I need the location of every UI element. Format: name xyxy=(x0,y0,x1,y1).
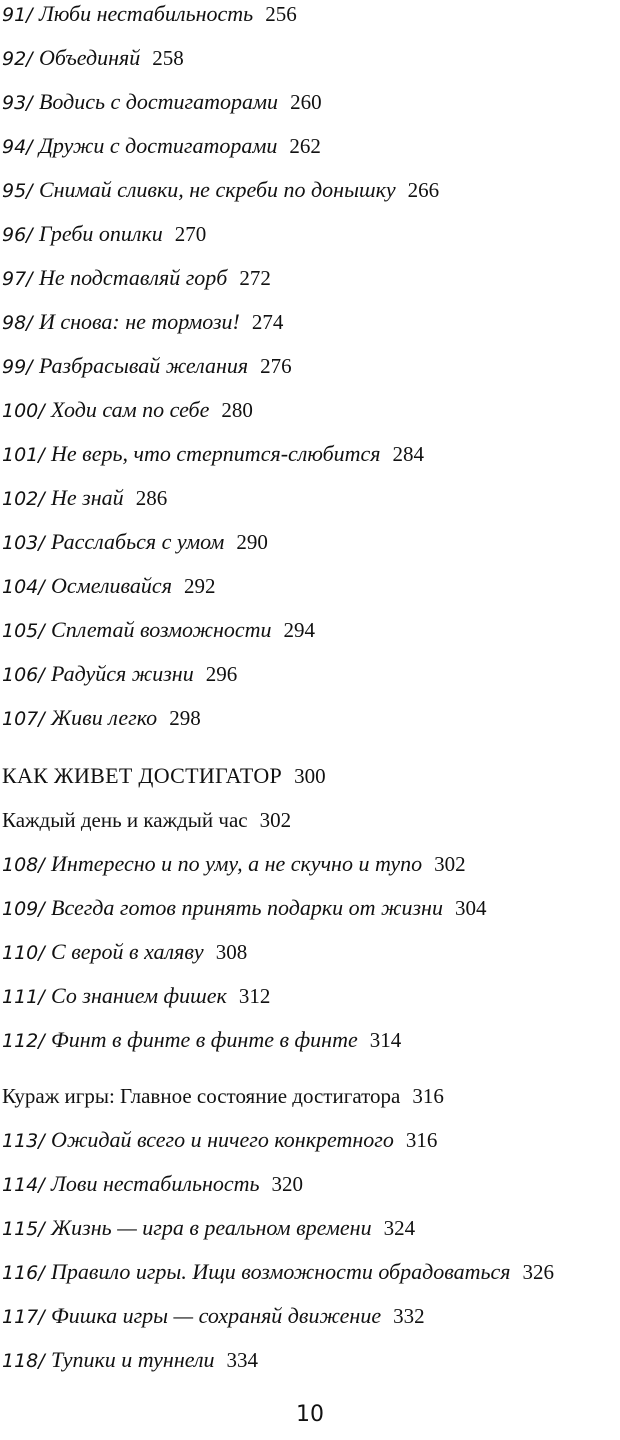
entry-title: Снимай сливки, не скреби по донышку xyxy=(38,177,396,202)
entry-page: 298 xyxy=(169,706,201,730)
toc-entry xyxy=(2,1170,303,1198)
entry-title: Лови нестабильность xyxy=(51,1171,260,1196)
toc-entry xyxy=(2,704,201,732)
entry-page: 296 xyxy=(205,662,238,686)
entry-number: 115/ xyxy=(2,1218,45,1240)
entry-title: Финт в финте в финте в финте xyxy=(51,1027,358,1052)
section-heading xyxy=(2,762,326,790)
entry-number: 111/ xyxy=(2,986,45,1008)
entry-page: 290 xyxy=(236,530,268,554)
toc-entry xyxy=(2,396,253,424)
entry-page: 266 xyxy=(407,178,440,202)
entry-number: 102/ xyxy=(2,488,45,510)
entry-number: 106/ xyxy=(2,664,45,686)
entry-title: Со знанием фишек xyxy=(51,983,227,1008)
entry-title: Не подставляй горб xyxy=(38,265,228,290)
entry-title: Живи легко xyxy=(51,705,158,730)
entry-number: 113/ xyxy=(2,1130,45,1152)
entry-title: Дружи с достигаторами xyxy=(38,133,278,158)
entry-number: 92/ xyxy=(2,48,33,70)
entry-title: Водись с достигаторами xyxy=(38,89,279,114)
entry-page: 260 xyxy=(290,90,322,114)
entry-number: 118/ xyxy=(2,1350,45,1372)
toc-entry xyxy=(2,1302,425,1330)
toc-entry xyxy=(2,938,247,966)
toc-entry xyxy=(2,176,439,204)
entry-title: Тупики и туннели xyxy=(51,1347,215,1372)
toc-entry xyxy=(2,616,315,644)
entry-page: 284 xyxy=(392,442,425,466)
entry-number: 100/ xyxy=(2,400,45,422)
entry-page: 332 xyxy=(393,1304,425,1328)
entry-title: Ожидай всего и ничего конкретного xyxy=(51,1127,394,1152)
toc-entry xyxy=(2,1026,401,1054)
entry-page: 258 xyxy=(152,46,184,70)
entry-number: 101/ xyxy=(2,444,45,466)
page-number: 10 xyxy=(296,1402,324,1427)
entry-page: 270 xyxy=(174,222,207,246)
entry-number: 105/ xyxy=(2,620,45,642)
entry-page: 334 xyxy=(226,1348,259,1372)
entry-number: 93/ xyxy=(2,92,33,114)
entry-number: 103/ xyxy=(2,532,45,554)
entry-number: 91/ xyxy=(2,4,33,26)
entry-title: Сплетай возможности xyxy=(51,617,272,642)
entry-title: Интересно и по уму, а не скучно и тупо xyxy=(51,851,423,876)
entry-number: 98/ xyxy=(2,312,33,334)
subsection-heading xyxy=(2,806,291,834)
entry-page: 262 xyxy=(289,134,321,158)
toc-entry xyxy=(2,88,322,116)
entry-number: 94/ xyxy=(2,136,33,158)
entry-page: 294 xyxy=(283,618,316,642)
entry-number: 116/ xyxy=(2,1262,45,1284)
toc-entry xyxy=(2,264,271,292)
toc-entry xyxy=(2,352,292,380)
entry-page: 272 xyxy=(239,266,271,290)
entry-page: 292 xyxy=(183,574,216,598)
entry-title: Жизнь — игра в реальном времени xyxy=(51,1215,372,1240)
toc-entry xyxy=(2,1214,415,1242)
toc-entry xyxy=(2,982,270,1010)
entry-number: 110/ xyxy=(2,942,45,964)
entry-title: Радуйся жизни xyxy=(51,661,194,686)
entry-title: С верой в халяву xyxy=(51,939,204,964)
entry-title: Не знай xyxy=(51,485,124,510)
entry-page: 308 xyxy=(215,940,248,964)
entry-title: Греби опилки xyxy=(38,221,163,246)
entry-title: И снова: не тормози! xyxy=(38,309,240,334)
subsection-label: Кураж игры: Главное состояние достигатора xyxy=(2,1084,401,1108)
toc-entry xyxy=(2,528,268,556)
entry-title: Разбрасывай желания xyxy=(38,353,249,378)
toc-entry xyxy=(2,484,167,512)
section-heading-label: КАК ЖИВЕТ ДОСТИГАТОР xyxy=(2,763,283,788)
entry-title: Расслабься с умом xyxy=(51,529,225,554)
toc-entry xyxy=(2,308,283,336)
toc-entry xyxy=(2,132,321,160)
entry-page: 326 xyxy=(522,1260,555,1284)
toc-entry xyxy=(2,894,486,922)
entry-title: Осмеливайся xyxy=(51,573,172,598)
toc-entry xyxy=(2,0,297,28)
entry-page: 302 xyxy=(434,852,466,876)
subsection-label: Каждый день и каждый час xyxy=(2,808,248,832)
entry-number: 107/ xyxy=(2,708,45,730)
entry-number: 112/ xyxy=(2,1030,45,1052)
entry-number: 114/ xyxy=(2,1174,45,1196)
toc-entry xyxy=(2,660,237,688)
entry-title: Фишка игры — сохраняй движение xyxy=(51,1303,382,1328)
entry-title: Объединяй xyxy=(38,45,141,70)
entry-title: Люби нестабильность xyxy=(38,1,254,26)
entry-number: 99/ xyxy=(2,356,33,378)
entry-title: Ходи сам по себе xyxy=(51,397,210,422)
entry-page: 312 xyxy=(238,984,271,1008)
entry-page: 256 xyxy=(265,2,297,26)
subsection-page: 316 xyxy=(412,1084,444,1108)
toc-entry xyxy=(2,44,184,72)
toc-entry xyxy=(2,1258,554,1286)
entry-page: 316 xyxy=(405,1128,438,1152)
toc-entry xyxy=(2,572,215,600)
subsection-page: 302 xyxy=(259,808,292,832)
entry-page: 276 xyxy=(260,354,292,378)
entry-page: 304 xyxy=(454,896,487,920)
entry-number: 95/ xyxy=(2,180,33,202)
entry-number: 96/ xyxy=(2,224,33,246)
toc-entry xyxy=(2,1126,437,1154)
toc-entry xyxy=(2,1346,258,1374)
entry-number: 108/ xyxy=(2,854,45,876)
entry-page: 324 xyxy=(383,1216,416,1240)
entry-number: 109/ xyxy=(2,898,45,920)
toc-entry xyxy=(2,440,424,468)
entry-page: 274 xyxy=(251,310,284,334)
toc-entry xyxy=(2,220,206,248)
entry-title: Правило игры. Ищи возможности обрадоваться xyxy=(51,1259,511,1284)
entry-title: Не верь, что стерпится-слюбится xyxy=(51,441,381,466)
entry-title: Всегда готов принять подарки от жизни xyxy=(51,895,443,920)
entry-number: 104/ xyxy=(2,576,45,598)
entry-page: 320 xyxy=(271,1172,304,1196)
section-heading-page: 300 xyxy=(294,764,326,788)
subsection-heading xyxy=(2,1082,444,1110)
entry-page: 314 xyxy=(369,1028,402,1052)
toc-entry xyxy=(2,850,466,878)
entry-number: 97/ xyxy=(2,268,33,290)
entry-number: 117/ xyxy=(2,1306,45,1328)
entry-page: 286 xyxy=(135,486,168,510)
entry-page: 280 xyxy=(221,398,253,422)
